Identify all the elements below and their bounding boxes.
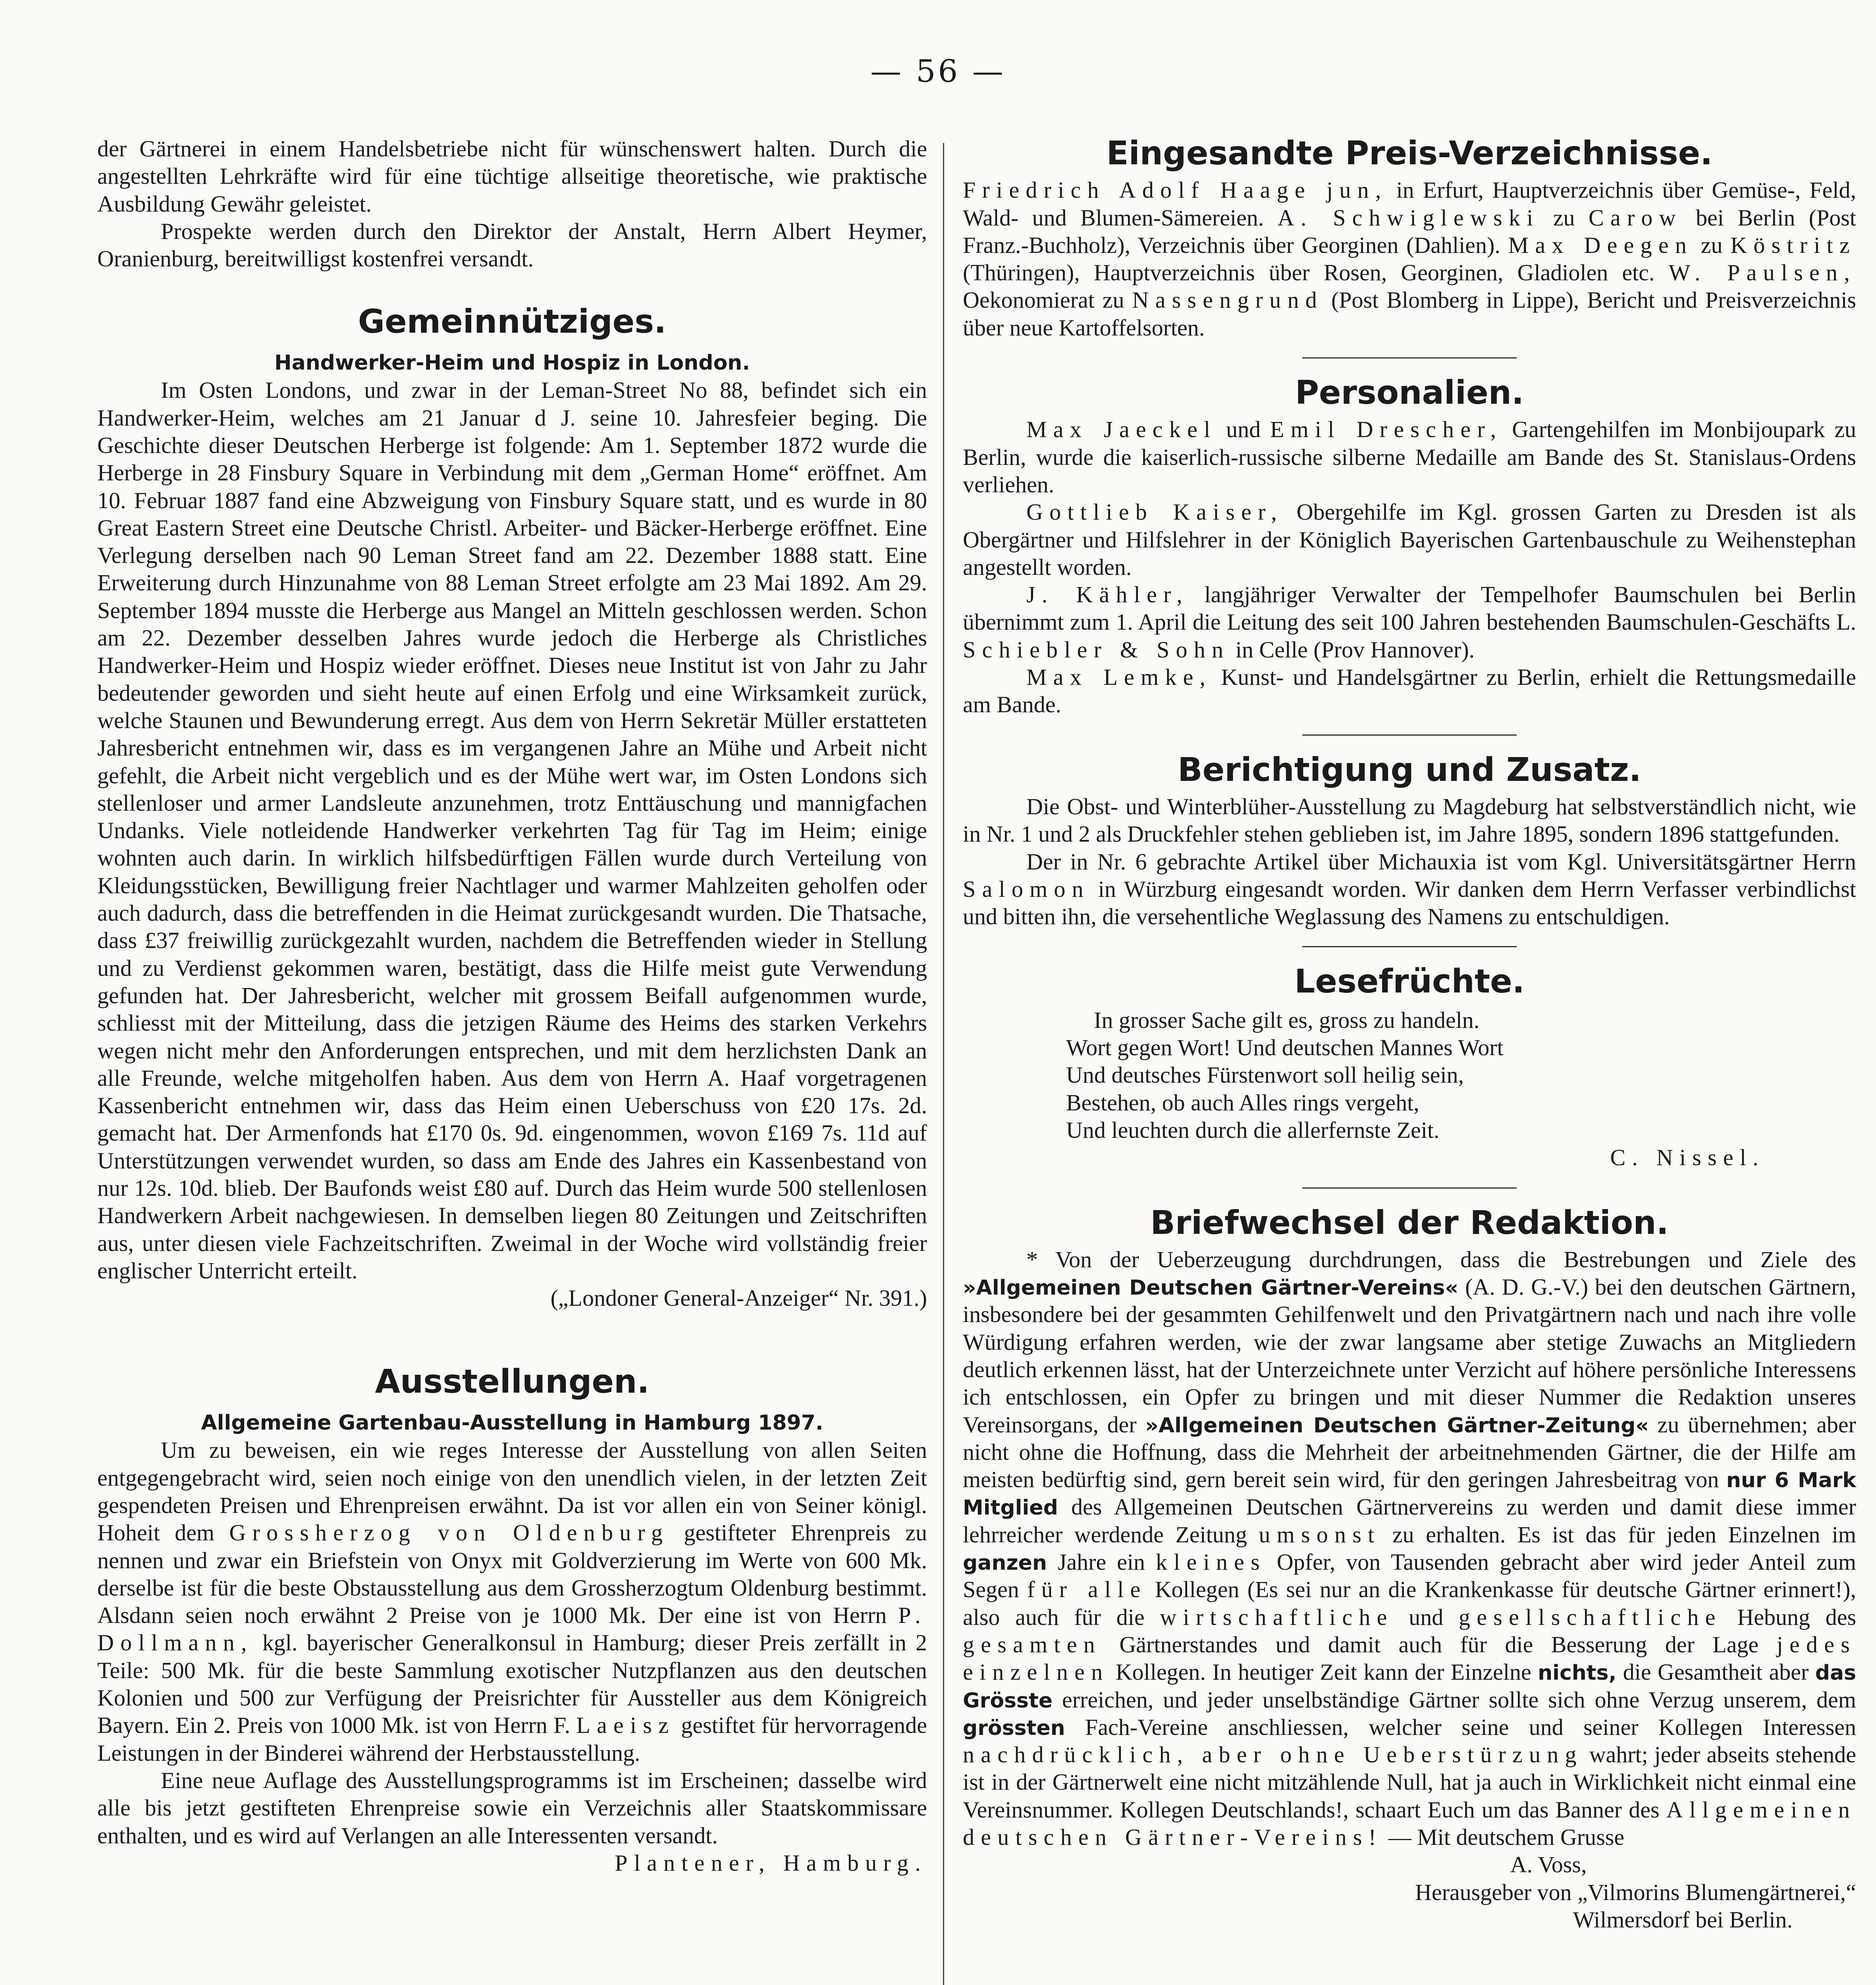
exhibition-text-c: kgl. bayerischer Generalkonsul in Hamburg; dieser Preis zerfällt in 2 Teile: 500 Mk. für die beste Sammlung exotischer Nutzpflanzen aus den deutschen Kolonien und 500 zur Verfügung der Preisrichter für Aussteller aus dem Königreich Bayern. Ein 2. Preis von 1000 Mk. ist von Herrn F. (97, 1630, 927, 1738)
pers-text-3a: langjähriger Verwalter der Tempelhofer Baumschulen bei Berlin übernimmt zum 1. April die Leitung des seit 100 Jahren bestehenden Baumschulen-Geschäfts L. (963, 582, 1857, 635)
heading-personalien: Personalien. (1295, 374, 1524, 412)
exhibition-text-b: gestifteter Ehrenpreis zu nennen und zwar ein Briefstein von Onyx mit Goldverzierung im Werte von 600 Mk. derselbe ist für die beste Obstausstellung aus dem Grossherzogtum Oldenburg bestimmt. Alsdann seien noch erwähnt 2 Preise von je 1000 Mk. Der eine ist von Herrn (97, 1520, 927, 1628)
brief-spaced: gesellschaftliche (1459, 1604, 1722, 1630)
section-rule (1302, 357, 1517, 358)
subheading-handwerker-heim: Handwerker-Heim und Hospiz in London. (274, 351, 750, 375)
preis-text-7: (Post Blomberg in Lippe), Bericht und Preisverzeichnis über neue Kartoffelsorten. (963, 287, 1857, 341)
poem-line: In grosser Sache gilt es, gross zu handeln. (1094, 1007, 1480, 1033)
exhibition-signature: Plantener, Hamburg. (615, 1850, 927, 1876)
brief-bold: »Allgemeinen Deutschen Gärtner-Vereins« (963, 1276, 1459, 1300)
heading-gemeinnuetziges: Gemeinnütziges. (358, 303, 667, 341)
brief-text: Gärtnerstandes und damit auch für die Besserung der Lage (1119, 1631, 1759, 1657)
poem (1066, 1006, 1856, 1144)
subheading-hamburg-exhibition: Allgemeine Gartenbau-Ausstellung in Hamburg 1897. (201, 1411, 823, 1435)
preis-paragraph (963, 176, 1856, 341)
ber-text-b: in Würzburg eingesandt worden. Wir danken dem Herrn Verfasser verbindlichst und bitten ihn, die versehentliche Weglassung des Namens zu entschuldigen. (963, 876, 1856, 930)
right-column (963, 135, 1856, 1985)
heading-berichtigung: Berichtigung und Zusatz. (1178, 751, 1641, 789)
berichtigung-2 (963, 848, 1856, 931)
brief-text: Kollegen. In heutiger Zeit kann der Einzelne (1115, 1659, 1531, 1685)
pers-text-4: Kunst- und Handelsgärtner zu Berlin, erhielt die Rettungsmedaille am Bande. (963, 664, 1857, 718)
pers-text-1: Gartengehilfen im Monbijoupark zu Berlin, wurde die kaiserlich-russische silberne Medaille am Bande des St. Stanislaus-Ordens verliehen. (963, 416, 1857, 497)
brief-text: Kollegen (Es sei nur an die Krankenkasse für deutsche Gärtner erinnert!), also auch für die (963, 1576, 1857, 1630)
brief-text: die Gesamtheit aber (1623, 1659, 1809, 1685)
brief-spaced: wirtschaftliche (1160, 1604, 1394, 1630)
name-grossherzog: Grossherzog von Oldenburg (229, 1520, 669, 1546)
place-koestritz: Köstritz (1730, 232, 1856, 258)
exhibition-program-paragraph: Eine neue Auflage des Ausstellungsprogramms ist im Erscheinen; dasselbe wird alle bis jetzt gestifteten Ehrenpreise sowie ein Verzeichnis aller Staatskommissare enthalten, und es wird auf Verlangen an alle Interessenten versandt. (97, 1767, 927, 1848)
brief-text: Opfer, von Tausenden gebracht aber wird jeder Anteil zum Segen (963, 1549, 1857, 1603)
name-salomon: Salomon (963, 876, 1090, 902)
poem-line: Wort gegen Wort! Und deutschen Mannes Wort (1066, 1035, 1504, 1061)
name-laeisz: Laeisz (576, 1712, 675, 1738)
place-nassengrund: Nassengrund (1132, 287, 1323, 313)
brief-text: des Allgemeinen Deutschen Gärtnervereins zu werden und damit diese immer lehrreicher werdende Zeitung (963, 1494, 1856, 1548)
brief-text: — Mit deutschem Grusse (1388, 1824, 1625, 1850)
brief-bold: ganzen (963, 1551, 1047, 1575)
section-rule (1302, 734, 1517, 736)
name-paulsen: W. Paulsen, (1668, 260, 1856, 286)
page-number: — 56 — (870, 54, 1006, 89)
name-jaeckel: Max Jaeckel (1026, 416, 1217, 443)
name-schiebler: Schiebler & Sohn (963, 636, 1230, 663)
poem-line: Bestehen, ob auch Alles rings vergeht, (1066, 1089, 1419, 1116)
article-source: („Londoner General-Anzeiger“ Nr. 391.) (550, 1285, 927, 1311)
brief-text: Hebung des (1737, 1604, 1857, 1630)
signature-place: Wilmersdorf bei Berlin. (1573, 1906, 1793, 1933)
briefwechsel-article (963, 1246, 1856, 1851)
heading-briefwechsel: Briefwechsel der Redaktion. (1150, 1204, 1669, 1242)
personalien-3 (963, 581, 1856, 663)
brief-spaced: gesamten (963, 1631, 1101, 1657)
personalien-4 (963, 663, 1856, 719)
berichtigung-1: Die Obst- und Winterblüher-Ausstellung zu Magdeburg hat selbstverständlich nicht, wie in Nr. 1 und 2 als Druckfehler stehen geblieben ist, im Jahre 1895, sondern 1896 stattgefunden. (963, 793, 1856, 847)
brief-text: * Von der Ueberzeugung durchdrungen, dass die Bestrebungen und Ziele des (1026, 1246, 1856, 1272)
brief-text: zu erhalten. Es ist das für jeden Einzelnen im (1392, 1521, 1857, 1548)
brief-bold: »Allgemeinen Deutschen Gärtner-Zeitung« (1145, 1413, 1649, 1438)
brief-text: Jahre ein (1057, 1549, 1145, 1575)
exhibition-paragraph (97, 1436, 927, 1767)
personalien-2 (963, 498, 1856, 581)
heading-lesefruechte: Lesefrüchte. (1294, 963, 1525, 1001)
preis-text-5: (Thüringen), Hauptverzeichnis über Rosen, Georginen, Gladiolen etc. (963, 260, 1655, 286)
brief-text: zu übernehmen; aber nicht ohne die Hoffnung, dass die Mehrheit der arbeitnehmenden Gärtner, die der Hilfe am meisten bedürftig sind, gern bereit sein wird, für den geringen Jahresbeitrag von (963, 1411, 1856, 1493)
preis-text-3: bei Berlin (Post Franz.-Buchholz), Verzeichnis über Georginen (Dahlien). (963, 204, 1856, 258)
preis-text-2: zu (1553, 204, 1575, 231)
intro-paragraph: der Gärtnerei in einem Handelsbetriebe nicht für wünschenswert halten. Durch die angestellten Lehrkräfte wird für eine tüchtige allseitige theoretische, wie praktische Ausbildung Gewähr geleistet. (97, 136, 927, 217)
pers-text-3b: in Celle (Prov Hannover). (1235, 636, 1475, 663)
brief-bold: das Grösste (963, 1661, 1857, 1713)
prospekte-paragraph: Prospekte werden durch den Direktor der Anstalt, Herrn Albert Heymer, Oranienburg, bereitwilligst kostenfrei versandt. (97, 218, 927, 272)
preis-text-4: zu (1701, 232, 1723, 258)
brief-spaced: nachdrücklich, aber ohne Ueberstürzung (963, 1742, 1583, 1768)
heading-preis-verzeichnisse: Eingesandte Preis-Verzeichnisse. (1106, 135, 1713, 172)
name-schwiglewski: A. Schwiglewski (1277, 204, 1540, 231)
exhibition-text-d: gestiftet für hervorragende Leistungen in der Binderei während der Herbstausstellung. (97, 1712, 927, 1766)
signature-role: Herausgeber von „Vilmorins Blumengärtnerei,“ (1415, 1879, 1856, 1905)
brief-spaced: Allgemeinen deutschen Gärtner-Vereins! (963, 1796, 1857, 1850)
signature-name: A. Voss, (1510, 1852, 1587, 1878)
brief-text: und (1409, 1604, 1444, 1630)
pers-text-2: Obergehilfe im Kgl. grossen Garten zu Dresden ist als Obergärtner und Hilfslehrer in der Königlich Bayerischen Gartenbauschule zu Weihenstephan angestellt worden. (963, 499, 1856, 580)
name-dollmann: P. Dollmann, (97, 1602, 927, 1656)
personalien-1 (963, 416, 1856, 498)
name-haage: Friedrich Adolf Haage jun, (963, 177, 1388, 203)
brief-spaced: kleines (1155, 1549, 1266, 1575)
brief-spaced: umsonst (1259, 1521, 1381, 1548)
poem-line: Und deutsches Fürstenwort soll heilig sein, (1066, 1062, 1464, 1088)
heading-ausstellungen: Ausstellungen. (375, 1363, 650, 1401)
preis-text-6: Oekonomierat zu (963, 287, 1124, 313)
brief-text: erreichen, und jeder unselbständige Gärtner sollte sich ohne Verzug unserem, dem (1062, 1686, 1857, 1713)
brief-bold: grössten (963, 1716, 1065, 1740)
column-divider (943, 143, 944, 1985)
left-column (97, 135, 927, 1985)
brief-text: (A. D. G.-V.) bei den deutschen Gärtnern, insbesondere bei der gesammten Gehilfenwelt und den Privatgärtnern nach und nach ihre volle Würdigung erfahren werden, wie der zwar langsame aber stetige Zuwachs an Mitgliedern deutlich erkennen lässt, hat der Unterzeichnete unter Verzicht auf höhere persönliche Interessens ich entschlossen, ein Opfer zu bringen und mit dieser Nummer die Redaktion unseres Vereinsorgans, der (963, 1274, 1857, 1438)
ber-text-a: Der in Nr. 6 gebrachte Artikel über Michauxia ist vom Kgl. Universitätsgärtner Herrn (1026, 848, 1856, 875)
brief-spaced: jedes einzelnen (963, 1631, 1857, 1685)
poem-author: C. Nissel. (1610, 1145, 1765, 1171)
poem-line: Und leuchten durch die allerfernste Zeit. (1066, 1117, 1440, 1143)
exhibition-text-a: Um zu beweisen, ein wie reges Interesse der Ausstellung von allen Seiten entgegengebracht wird, seien noch einige von den unendlich vielen, in der letzten Zeit gespendeten Preisen und Ehrenpreisen erwähnt. Da ist vor allen ein von Seiner königl. Hoheit dem (97, 1437, 927, 1546)
brief-text: Fach-Vereine anschliessen, welcher seine und seiner Kollegen Interessen (1085, 1714, 1856, 1740)
place-carow: Carow (1588, 204, 1682, 231)
pers-text-und: und (1226, 416, 1261, 443)
section-rule (1302, 1187, 1517, 1189)
name-drescher: Emil Drescher, (1270, 416, 1503, 443)
brief-bold: nur 6 Mark Mitglied (963, 1469, 1857, 1520)
name-lemke: Max Lemke, (1026, 664, 1212, 690)
name-deegen: Max Deegen (1508, 232, 1693, 258)
preis-text-1: in Erfurt, Hauptverzeichnis über Gemüse-, Feld, Wald- und Blumen-Sämereien. (963, 177, 1857, 231)
brief-text: wahrt; jeder abseits stehende ist in der Gärtnerwelt eine nicht mitzählende Null, hat ja auch in Wirklichkeit nicht einmal eine Vereinsnummer. Kollegen Deutschlands!, schaart Euch um das Banner des (963, 1742, 1857, 1823)
section-rule (1302, 946, 1517, 947)
name-kaehler: J. Kähler, (1026, 582, 1189, 608)
handwerker-heim-article: Im Osten Londons, und zwar in der Leman-Street No 88, befindet sich ein Handwerker-Heim, welches am 21 Januar d J. seine 10. Jahresfeier beging. Die Geschichte dieser Deutschen Herberge ist folgende: Am 1. September 1872 wurde die Herberge in 28 Finsbury Square in Verbindung mit dem „German Home“ eröffnet. Am 10. Februar 1887 fand eine Abzweigung von Finsbury Square statt, und es wurde in 80 Great Eastern Street eine Deutsche Christl. Arbeiter- und Bäcker-Herberge eröffnet. Eine Verlegung derselben nach 90 Leman Street fand am 22. Dezember 1888 statt. Eine Erweiterung durch Hinzunahme von 88 Leman Street erfolgte am 23 Mai 1892. Am 29. September 1894 musste die Herberge aus Mangel an Mitteln geschlossen werden. Schon am 22. Dezember desselben Jahres wurde jedoch die Herberge als Christliches Handwerker-Heim und Hospiz wieder eröffnet. Dieses neue Institut ist von Jahr zu Jahr bedeutender geworden und sieht heute auf einen Erfolg und eine Wirksamkeit zurück, welche Staunen und Bewunderung erregt. Aus dem von Herrn Sekretär Müller erstatteten Jahresbericht entnehmen wir, dass es im vergangenen Jahre an Mühe und Arbeit nicht gefehlt, die Arbeit nicht vergeblich und es der Mühe wert war, im Osten Londons sich stellenloser und armer Landsleute anzunehmen, trotz Enttäuschung und mannigfachen Undanks. Viele notleidende Handwerker verkehrten Tag für Tag im Heim; einige wohnten auch darin. In wirklich hilfsbedürftigen Fällen wurde durch Verteilung von Kleidungsstücken, Bewilligung freier Nachtlager und warmer Mahlzeiten geholfen oder auch dadurch, dass die betreffenden in die Heimat zurückgesandt wurden. Die Thatsache, dass £37 freiwillig zurückgezahlt wurden, nachdem die Betreffenden wieder in Stellung und zu Verdienst gekommen waren, bestätigt, dass die Hilfe meist gute Verwendung gefunden hat. Der Jahresbericht, welcher mit grossem Beifall aufgenommen wurde, schliesst mit der Mitteilung, dass die jetzigen Räume des Heims des starken Verkehrs wegen nicht mehr den Anforderungen entsprechen, und mit dem herzlichsten Dank an alle Freunde, welche mitgeholfen haben. Aus dem von Herrn A. Haaf vorgetragenen Kassenbericht entnehmen wir, dass das Heim einen Ueberschuss von £20 17s. 2d. gemacht hat. Der Armenfonds hat £170 0s. 9d. eingenommen, wovon £169 7s. 11d auf Unterstützungen verwendet wurden, so dass am Ende des Jahres ein Kassenbestand von nur 12s. 10d. blieb. Der Baufonds weist £80 auf. Durch das Heim wurde 500 stellenlosen Handwerkern Arbeit nachgewiesen. In demselben liegen 80 Zeitungen und Zeitschriften aus, unter diesen viele Fachzeitschriften. Zweimal in der Woche wird vollständig freier englischer Unterricht erteilt. (97, 377, 927, 1284)
name-kaiser: Gottlieb Kaiser, (1026, 499, 1284, 525)
brief-bold: nichts, (1538, 1661, 1617, 1685)
brief-spaced: für alle (1027, 1576, 1147, 1603)
